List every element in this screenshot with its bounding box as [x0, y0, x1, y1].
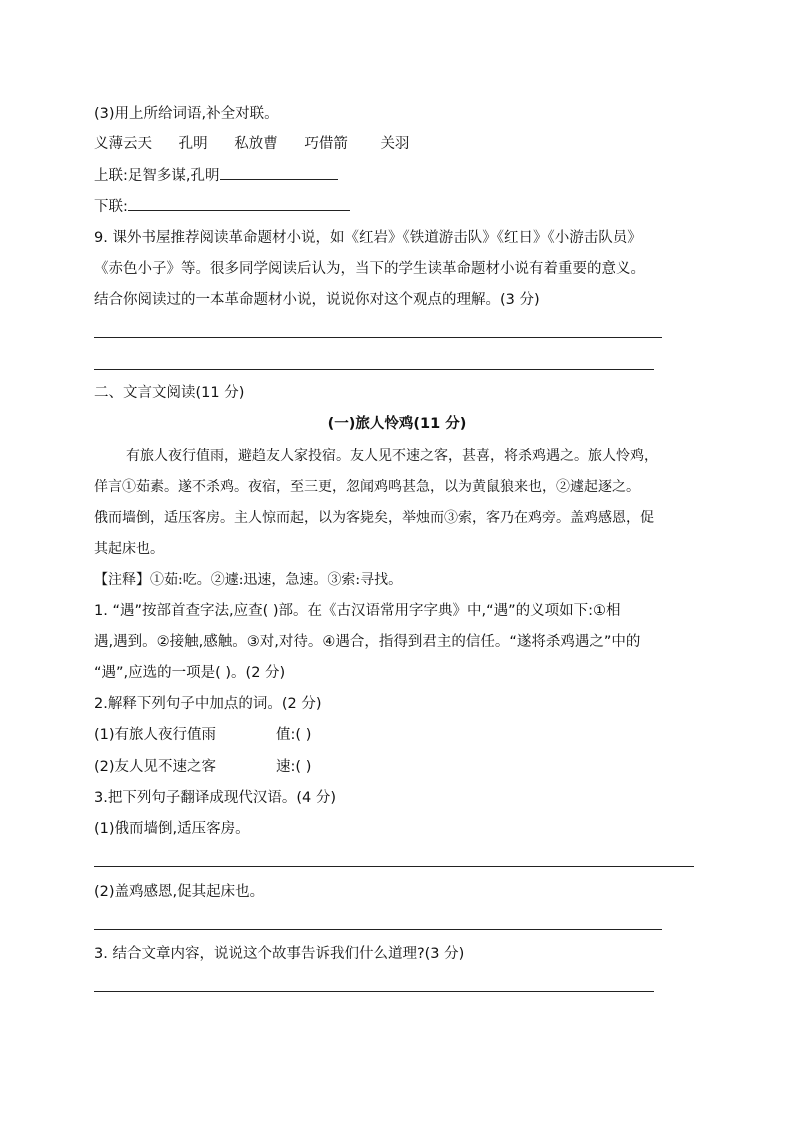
q9-line-2: 《赤色小子》等。很多同学阅读后认为，当下的学生读革命题材小说有着重要的意义。 [94, 261, 645, 277]
lower-couplet-blank[interactable] [128, 196, 350, 211]
passage-line: 俄而墙倒，适压客房。主人惊而起，以为客毙矣，举烛而③索，客乃在鸡旁。盖鸡感恩，促 [94, 510, 654, 526]
lower-couplet-label: 下联: [94, 199, 128, 215]
q3-prompt: 3.把下列句子翻译成现代汉语。(4 分) [94, 790, 336, 806]
q2-item-1-blank[interactable]: 值:( ) [276, 727, 312, 743]
q2-item-1-sentence: (1)有旅人夜行值雨 [94, 727, 217, 743]
q3-item-2: (2)盖鸡感恩,促其起床也。 [94, 884, 265, 900]
q3-item-1: (1)俄而墙倒,适压客房。 [94, 821, 250, 837]
couplet-word-list [94, 134, 431, 154]
lower-couplet [94, 196, 350, 217]
q2-prompt: 2.解释下列句子中加点的词。(2 分) [94, 696, 322, 712]
q3-item-1-answer-line[interactable] [94, 866, 694, 867]
word-option: 巧借箭 [304, 136, 348, 152]
q1-line-1: 1. “遇”按部首查字法,应查( )部。在《古汉语常用字字典》中,“遇”的义项如下:①相 [94, 603, 621, 619]
word-option: 义薄云天 [94, 136, 152, 152]
q2-item-2-blank[interactable]: 速:( ) [276, 759, 312, 775]
passage-line: 其起床也。 [94, 541, 164, 557]
section-heading: 二、文言文阅读(11 分) [94, 385, 245, 401]
q8-part3-prompt: (3)用上所给词语,补全对联。 [94, 106, 279, 122]
passage-title: (一)旅人怜鸡(11 分) [327, 416, 467, 432]
q1-line-2: 遇,遇到。②接触,感触。③对,对待。④遇合，指得到君主的信任。“遂将杀鸡遇之”中的 [94, 634, 641, 650]
q2-item-1 [94, 725, 311, 745]
q9-answer-line[interactable] [94, 369, 654, 370]
q2-item-2-sentence: (2)友人见不速之客 [94, 759, 217, 775]
q9-answer-line[interactable] [94, 337, 662, 338]
upper-couplet [94, 165, 338, 186]
annotation-notes: 【注释】①茹:吃。②遽:迅速，急速。③索:寻找。 [94, 572, 403, 588]
q9-line-3: 结合你阅读过的一本革命题材小说，说说你对这个观点的理解。(3 分) [94, 292, 540, 308]
word-option: 孔明 [178, 136, 208, 152]
upper-couplet-label: 上联:足智多谋,孔明 [94, 168, 220, 184]
passage-line: 有旅人夜行值雨，避趋友人家投宿。友人见不速之客，甚喜，将杀鸡遇之。旅人怜鸡， [126, 448, 658, 464]
upper-couplet-blank[interactable] [220, 165, 338, 180]
q2-item-2 [94, 757, 311, 777]
q4-answer-line[interactable] [94, 991, 654, 992]
q9-line-1: 9. 课外书屋推荐阅读革命题材小说，如《红岩》《铁道游击队》《红日》《小游击队员》 [94, 230, 642, 246]
q1-line-3: “遇”,应选的一项是( )。(2 分) [94, 665, 286, 681]
q3-item-2-answer-line[interactable] [94, 929, 662, 930]
word-option: 私放曹 [234, 136, 278, 152]
passage-line: 佯言①茹素。遂不杀鸡。夜宿，至三更，忽闻鸡鸣甚急，以为黄鼠狼来也，②遽起逐之。 [94, 479, 640, 495]
word-option: 关羽 [380, 136, 410, 152]
q4-prompt: 3. 结合文章内容，说说这个故事告诉我们什么道理?(3 分) [94, 946, 465, 962]
